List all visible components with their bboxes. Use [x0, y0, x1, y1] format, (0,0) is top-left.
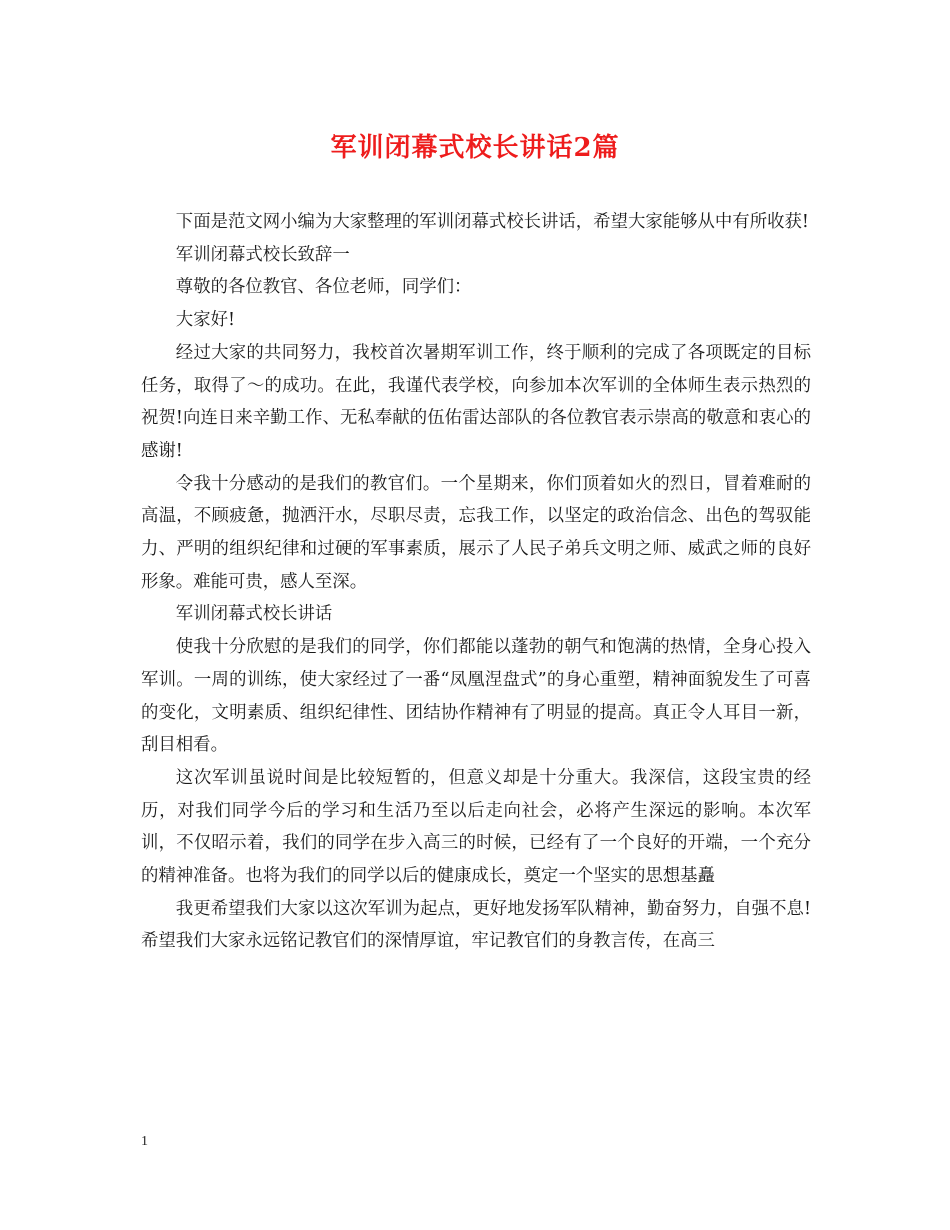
- paragraph: 经过大家的共同努力，我校首次暑期军训工作，终于顺利的完成了各项既定的目标任务，取得了～的成功。在此，我谨代表学校，向参加本次军训的全体师生表示热烈的祝贺!向连日来辛勤工作、无私奉献的伍佑雷达部队的各位教官表示崇高的敬意和衷心的感谢!: [141, 342, 811, 461]
- paragraph: 军训闭幕式校长致辞一: [175, 244, 350, 265]
- paragraph: 尊敬的各位教官、各位老师，同学们：: [175, 277, 472, 298]
- paragraph: 令我十分感动的是我们的教官们。一个星期来，你们顶着如火的烈日，冒着难耐的高温，不顾疲惫，抛洒汗水，尽职尽责，忘我工作，以坚定的政治信念、出色的驾驭能力、严明的组织纪律和过硬的军事素质，展示了人民子弟兵文明之师、威武之师的良好形象。难能可贵，感人至深。: [141, 473, 811, 592]
- paragraph: 下面是范文网小编为大家整理的军训闭幕式校长讲话，希望大家能够从中有所收获!: [175, 212, 809, 232]
- paragraph: 大家好!: [175, 310, 235, 331]
- paragraph: 军训闭幕式校长讲话: [175, 604, 333, 625]
- document-title: 军训闭幕式校长讲话2篇: [330, 133, 620, 163]
- document-body: [141, 206, 811, 958]
- paragraph: 我更希望我们大家以这次军训为起点，更好地发扬军队精神，勤奋努力，自强不息!希望我们大家永远铭记教官们的深情厚谊，牢记教官们的身教言传，在高三: [141, 898, 811, 952]
- paragraph: 使我十分欣慰的是我们的同学，你们都能以蓬勃的朝气和饱满的热情，全身心投入军训。一周的训练，使大家经过了一番“凤凰涅盘式”的身心重塑，精神面貌发生了可喜的变化，文明素质、组织纪律性、团结协作精神有了明显的提高。真正令人耳目一新，刮目相看。: [141, 637, 811, 756]
- paragraph: 这次军训虽说时间是比较短暂的，但意义却是十分重大。我深信，这段宝贵的经历，对我们同学今后的学习和生活乃至以后走向社会，必将产生深远的影响。本次军训，不仅昭示着，我们的同学在步入高三的时候，已经有了一个良好的开端，一个充分的精神准备。也将为我们的同学以后的健康成长，奠定一个坚实的思想基矗: [141, 767, 811, 887]
- page-number: 1: [141, 1134, 148, 1149]
